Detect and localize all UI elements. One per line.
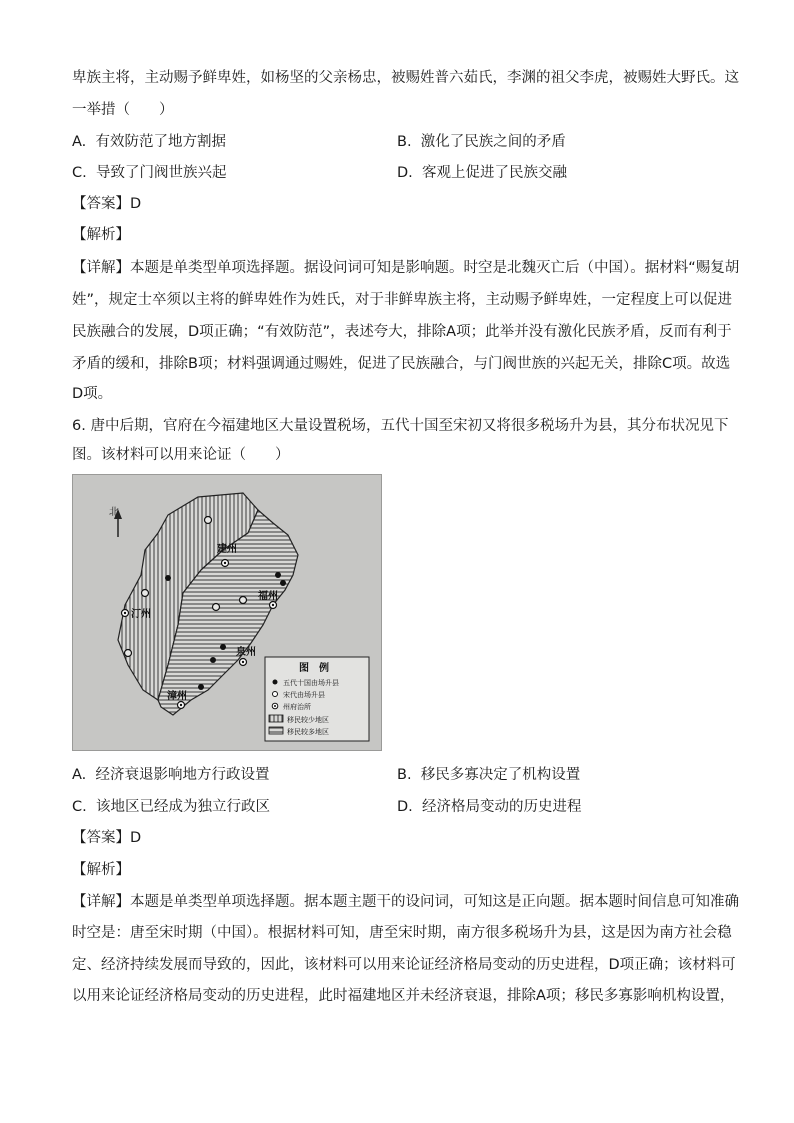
county-marker: [280, 580, 286, 586]
q5-detail-line2: 姓”，规定士卒须以主将的鲜卑姓作为姓氏，对于非鲜卑族主将，主动赐予鲜卑姓，一定程度上可以促进: [72, 292, 733, 308]
county-marker: [220, 644, 226, 650]
q6-detail-line4: 以用来论证经济格局变动的历史进程，此时福建地区并未经济衰退，排除A项；移民多寡影响机构设置，: [72, 988, 735, 1004]
q5-option-d: D. 客观上促进了民族交融: [397, 165, 567, 181]
county-marker: [275, 572, 281, 578]
q6-detail-line3: 定、经济持续发展而导致的，因此，该材料可以用来论证经济格局变动的历史进程，D项正确；该材料可: [72, 957, 736, 973]
q5-detail-line5: D项。: [72, 386, 113, 402]
q6-option-b: B. 移民多寡决定了机构设置: [397, 767, 581, 783]
q6-option-a: A. 经济衰退影响地方行政设置: [72, 767, 270, 783]
q6-stem-line2: 图。该材料可以用来论证（ ）: [72, 447, 290, 463]
county-marker: [165, 575, 171, 581]
q5-analysis-heading: 【解析】: [72, 227, 130, 243]
legend-title: 图 例: [299, 663, 329, 674]
q6-detail-line2: 时空是：唐至宋时期（中国）。根据材料可知，唐至宋时期，南方很多税场升为县，这是因为南方社会稳: [72, 925, 732, 941]
fujian-map: [73, 475, 381, 750]
q5-detail-line4: 矛盾的缓和，排除B项；材料强调通过赐姓，促进了民族融合，与门阀世族的兴起无关，排除C项。故选: [72, 356, 731, 372]
legend-item-1: 五代十国由场升县: [283, 679, 339, 687]
q5-detail-line3: 民族融合的发展，D项正确；“有效防范”，表述夸大，排除A项；此举并没有激化民族矛盾，反而有利于: [72, 324, 732, 340]
city-label-quanzhou: 泉州: [236, 647, 256, 658]
county-marker: [210, 657, 216, 663]
q5-option-a: A. 有效防范了地方割据: [72, 134, 226, 150]
q6-answer: 【答案】D: [72, 830, 142, 846]
q6-analysis-heading: 【解析】: [72, 862, 130, 878]
q5-answer: 【答案】D: [72, 196, 142, 212]
county-marker-open: [213, 604, 220, 611]
q6-stem-line1: 6. 唐中后期，官府在今福建地区大量设置税场，五代十国至宋初又将很多税场升为县，其分布状况见下: [72, 418, 729, 434]
legend-item-3: 州府治所: [283, 703, 311, 711]
county-marker-open: [142, 590, 149, 597]
map-legend: [265, 657, 369, 741]
north-label: 北: [109, 507, 119, 518]
q5-option-c: C. 导致了门阀世族兴起: [72, 165, 227, 181]
q6-option-c: C. 该地区已经成为独立行政区: [72, 799, 270, 815]
q5-stem-line2: 一举措（ ）: [72, 102, 174, 118]
q5-detail-line1: 【详解】本题是单类型单项选择题。据设问词可知是影响题。时空是北魏灭亡后（中国）。据材料“赐复胡: [72, 260, 740, 276]
county-marker: [198, 684, 204, 690]
q5-option-b: B. 激化了民族之间的矛盾: [397, 134, 566, 150]
legend-item-5: 移民较多地区: [287, 728, 329, 736]
city-label-fuzhou: 福州: [258, 591, 278, 602]
county-marker-open: [125, 650, 132, 657]
county-marker-open: [205, 517, 212, 524]
county-marker-open: [240, 597, 247, 604]
legend-item-2: 宋代由场升县: [283, 691, 325, 699]
city-label-tingzhou: 汀州: [131, 609, 151, 620]
city-label-jianzhou: 建州: [217, 544, 237, 555]
fujian-map-figure: [72, 474, 382, 751]
city-label-zhangzhou: 漳州: [167, 691, 187, 702]
legend-item-4: 移民较少地区: [287, 716, 329, 724]
q6-option-d: D. 经济格局变动的历史进程: [397, 799, 582, 815]
q5-stem-line1: 卑族主将，主动赐予鲜卑姓，如杨坚的父亲杨忠，被赐姓普六茹氏，李渊的祖父李虎，被赐姓大野氏。这: [72, 70, 739, 86]
q6-detail-line1: 【详解】本题是单类型单项选择题。据本题主题干的设问词，可知这是正向题。据本题时间信息可知准确: [72, 894, 739, 910]
